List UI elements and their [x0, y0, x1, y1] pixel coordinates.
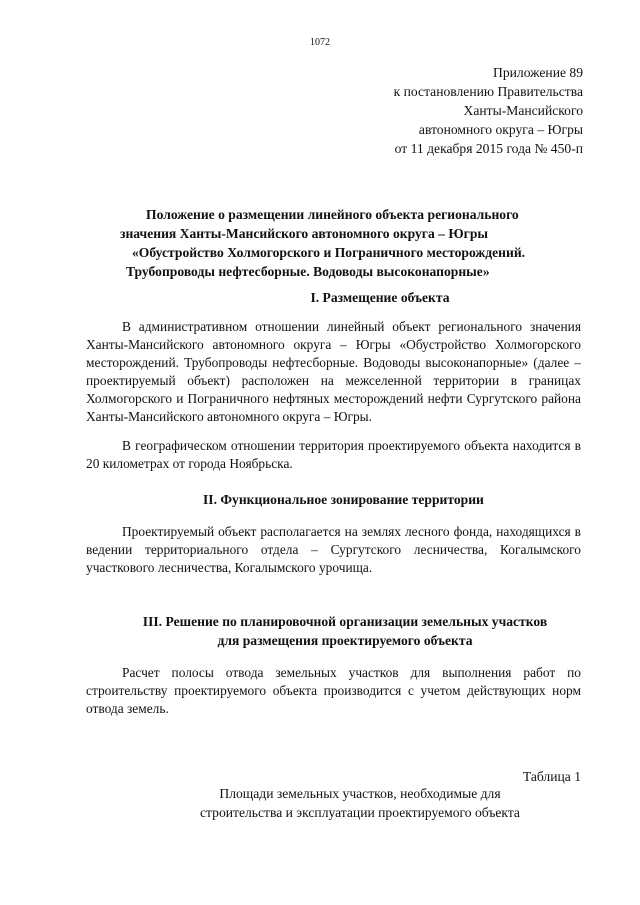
title-line: значения Ханты-Мансийского автономного округа – Югры — [120, 226, 489, 241]
section3-heading-line: III. Решение по планировочной организации земельных участков — [142, 614, 548, 629]
document-title — [112, 205, 588, 281]
section-heading-3 — [100, 612, 590, 650]
page-number: 1072 — [310, 37, 330, 48]
table-label: Таблица 1 — [522, 769, 581, 784]
section-heading-2: II. Функциональное зонирование территории — [203, 492, 484, 507]
section-heading-1: I. Размещение объекта — [310, 290, 450, 305]
appendix-line: к постановлению Правительства — [393, 84, 583, 99]
section2-paragraph: Проектируемый объект располагается на землях лесного фонда, находящихся в ведении территориального отдела – Сургутского лесничества, Когалымского участкового лесничества, Когалымского урочища. — [86, 524, 581, 575]
title-line: «Обустройство Холмогорского и Пограничного месторождений. — [132, 245, 526, 260]
section3-heading-line: для размещения проектируемого объекта — [217, 633, 473, 648]
table-title-line: Площади земельных участков, необходимые для — [219, 786, 501, 801]
appendix-block — [263, 63, 583, 158]
appendix-line: автономного округа – Югры — [418, 122, 583, 137]
appendix-line: Приложение 89 — [493, 65, 583, 80]
title-line: Трубопроводы нефтесборные. Водоводы высоконапорные» — [126, 264, 490, 279]
section1-paragraph: В географическом отношении территория проектируемого объекта находится в 20 километрах от города Ноябрьска. — [86, 438, 581, 471]
table-title — [120, 784, 600, 822]
section3-paragraph: Расчет полосы отвода земельных участков для выполнения работ по строительству проектируемого объекта производится с учетом действующих норм отвода земель. — [86, 665, 581, 716]
section1-paragraph: В административном отношении линейный объект регионального значения Ханты-Мансийского автономного округа – Югры «Обустройство Холмогорского месторождений. Трубопроводы нефтесборные. Водоводы высоконапорные» (далее – проектируемый объект) расположен на межселенной территории в границах Холмогорского и Пограничного нефтяных месторождений нефти Сургутского района Ханты-Мансийского автономного округа – Югры. — [86, 319, 581, 424]
appendix-line: Ханты-Мансийского — [463, 103, 583, 118]
appendix-line: от 11 декабря 2015 года № 450-п — [394, 141, 583, 156]
table-title-line: строительства и эксплуатации проектируемого объекта — [200, 805, 520, 820]
title-line: Положение о размещении линейного объекта регионального — [146, 207, 519, 222]
